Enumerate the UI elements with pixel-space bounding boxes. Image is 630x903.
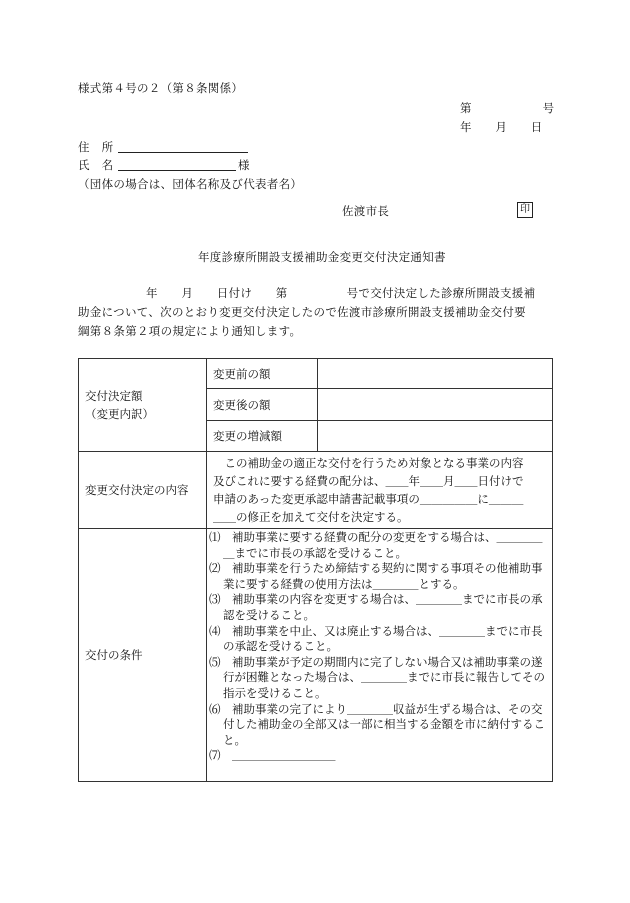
body-line-3: 綱第８条第２項の規定により通知します。 [78, 324, 302, 338]
body-line-1: 年 月 日付け 第 号で交付決定した診療所開設支援補 [146, 286, 536, 300]
address-field-line [118, 152, 248, 153]
condition-item: ⑺ ＿＿＿＿＿＿＿＿＿ [209, 748, 336, 763]
conditions-list [207, 529, 552, 770]
after-amount-label: 変更後の額 [207, 389, 318, 421]
body-line-2: 助金について、次のとおり変更交付決定したので佐渡市診療所開設支援補助金交付要 [78, 305, 526, 319]
content-line: ＿＿の修正を加えて交付を決定する。 [213, 510, 409, 524]
amount-label: 交付決定額 [85, 389, 143, 403]
condition-item: ⑵ 補助事業を行うため締結する契約に関する事項その他補助事業に要する経費の使用方法は＿＿＿＿とする。 [209, 561, 543, 591]
name-field-line [118, 170, 236, 171]
seal-stamp: 印 [517, 202, 533, 218]
document-title: 年度診療所開設支援補助金変更交付決定通知書 [198, 250, 446, 264]
condition-item: ⑸ 補助事業が予定の期間内に完了しない場合又は補助事業の遂行が困難となった場合は、＿＿＿＿までに市長に報告してその指示を受けること。 [209, 654, 545, 700]
content-line: この補助金の適正な交付を行うため対象となる事業の内容 [213, 456, 524, 470]
after-amount-value [318, 389, 553, 421]
condition-item: ⑴ 補助事業に要する経費の配分の変更をする場合は、＿＿＿＿＿までに市長の承認を受けること。 [209, 530, 543, 560]
group-note: （団体の場合は、団体名称及び代表者名） [78, 177, 303, 191]
content-label: 変更交付決定の内容 [79, 452, 207, 529]
content-line: 申請のあった変更承認申請書記載事項の＿＿＿＿＿に＿＿＿ [213, 492, 524, 506]
document-number: 第 号 [460, 101, 555, 115]
conditions-cell [207, 529, 553, 782]
condition-item: ⑷ 補助事業を中止、又は廃止する場合は、＿＿＿＿までに市長の承認を受けること。 [209, 623, 543, 654]
address-label: 住 所 [78, 140, 114, 154]
name-label: 氏 名 [78, 158, 114, 172]
content-line: 及びこれに要する経費の配分は、＿＿年＿＿月＿＿日付けで [213, 474, 524, 488]
before-amount-label: 変更前の額 [207, 359, 318, 389]
decision-table [78, 358, 553, 782]
conditions-label: 交付の条件 [79, 529, 207, 782]
issuer: 佐渡市長 [342, 204, 390, 218]
amount-sublabel: （変更内訳） [85, 407, 154, 421]
diff-amount-label: 変更の増減額 [207, 421, 318, 452]
diff-amount-value [318, 421, 553, 452]
before-amount-value [318, 359, 553, 389]
name-suffix: 様 [238, 158, 250, 172]
form-number: 様式第４号の２（第８条関係） [78, 81, 244, 95]
issue-date: 年 月 日 [460, 120, 543, 134]
amount-label-cell [79, 359, 207, 452]
content-text [207, 452, 553, 529]
condition-item: ⑶ 補助事業の内容を変更する場合は、＿＿＿＿までに市長の承認を受けること。 [209, 592, 543, 622]
condition-item: ⑹ 補助事業の完了により＿＿＿＿収益が生ずる場合は、その交付した補助金の全部又は一部に相当する金額を市に納付すること。 [209, 701, 545, 747]
